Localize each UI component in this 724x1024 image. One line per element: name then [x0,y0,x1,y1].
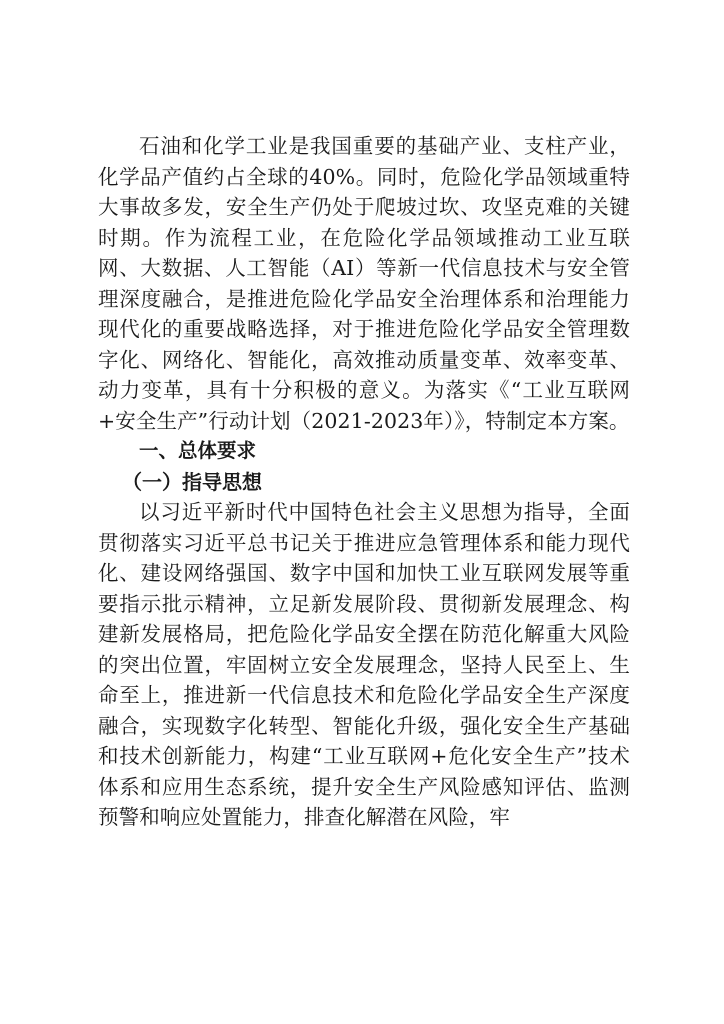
section-heading-general-requirements: 一、总体要求 [139,439,257,462]
intro-paragraph: 石油和化学工业是我国重要的基础产业、支柱产业，化学品产值约占全球的40%。同时，危险化学品领域重特大事故多发，安全生产仍处于爬坡过坎、攻坚克难的关键时期。作为流程工业，在危险化学品领域推动工业互联网、大数据、人工智能（AI）等新一代信息技术与安全管理深度融合，是推进危险化学品安全治理体系和治理能力现代化的重要战略选择，对于推进危险化学品安全管理数字化、网络化、智能化，高效推动质量变革、效率变革、动力变革，具有十分积极的意义。为落实《“工业互联网+安全生产”行动计划（2021-2023年）》，特制定本方案。 [98,134,630,433]
document-page [98,131,630,833]
subsection-heading-guiding-ideology: （一）指导思想 [122,469,262,494]
guiding-ideology-paragraph: 以习近平新时代中国特色社会主义思想为指导，全面贯彻落实习近平总书记关于推进应急管理体系和能力现代化、建设网络强国、数字中国和加快工业互联网发展等重要指示批示精神，立足新发展阶段、贯彻新发展理念、构建新发展格局，把危险化学品安全摆在防范化解重大风险的突出位置，牢固树立安全发展理念，坚持人民至上、生命至上，推进新一代信息技术和危险化学品安全生产深度融合，实现数字化转型、智能化升级，强化安全生产基础和技术创新能力，构建“工业互联网+危化安全生产”技术体系和应用生态系统，提升安全生产风险感知评估、监测预警和响应处置能力，排查化解潜在风险，牢 [98,500,630,829]
